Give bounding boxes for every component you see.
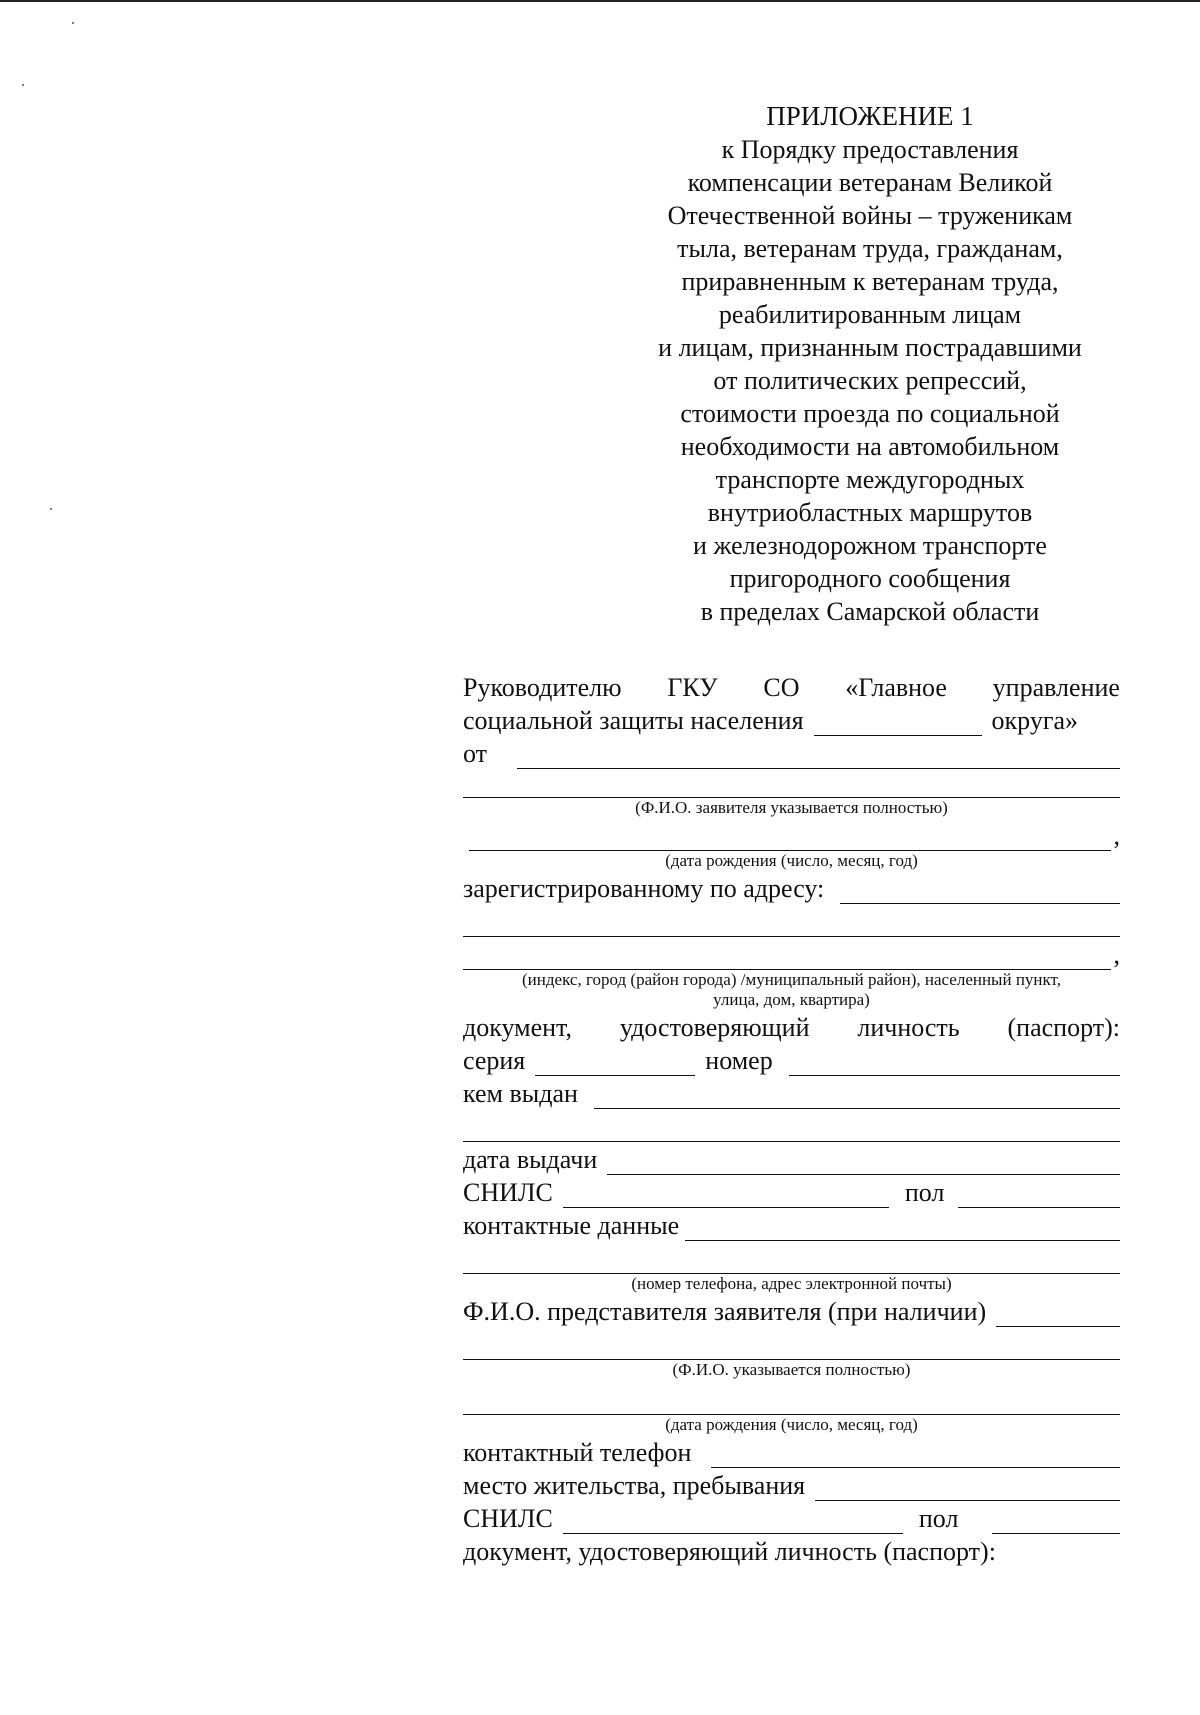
- id-doc-row: [463, 1010, 1120, 1043]
- rep-residence-field[interactable]: [815, 1474, 1120, 1501]
- addressee-word: Руководителю: [463, 673, 622, 702]
- appendix-line: и лицам, признанным пострадавшими: [658, 333, 1082, 362]
- representative-name-field[interactable]: [996, 1300, 1120, 1327]
- applicant-name-caption: (Ф.И.О. заявителя указывается полностью): [635, 798, 948, 817]
- appendix-line: тыла, ветеранам труда, гражданам,: [677, 234, 1063, 263]
- rep-id-doc-label: документ, удостоверяющий личность (паспорт):: [463, 1537, 996, 1566]
- addressee-word: управление: [992, 673, 1120, 702]
- id-doc-word: личность: [857, 1013, 960, 1042]
- issued-by-field-continued[interactable]: [463, 1109, 1120, 1142]
- passport-number-field[interactable]: [789, 1049, 1120, 1076]
- address-field-continued[interactable]: [463, 904, 1120, 937]
- appendix-line: и железнодорожном транспорте: [693, 531, 1047, 560]
- contacts-label: контактные данные: [463, 1211, 680, 1240]
- from-label: от: [463, 739, 488, 768]
- comma: ,: [1113, 821, 1120, 850]
- applicant-name-field-continued[interactable]: [463, 769, 1120, 798]
- address-caption: улица, дом, квартира): [713, 990, 870, 1009]
- appendix-line: транспорте междугородных: [715, 465, 1025, 494]
- addressee-line-2: [463, 703, 1120, 736]
- scan-speck: [50, 508, 52, 510]
- applicant-name-field[interactable]: [517, 742, 1120, 769]
- address-caption: (индекс, город (район города) /муниципальный район), населенный пункт,: [522, 970, 1061, 989]
- from-row: [463, 736, 1120, 769]
- snils-row: [463, 1175, 1120, 1208]
- representative-label: Ф.И.О. представителя заявителя (при наличии): [463, 1297, 987, 1326]
- addressee-word: СО: [763, 673, 800, 702]
- addressee-line-1: [463, 670, 1120, 703]
- address-field-continued-2[interactable]: [463, 943, 1111, 970]
- appendix-header: [620, 100, 1120, 628]
- appendix-line: от политических репрессий,: [713, 366, 1027, 395]
- registered-row: [463, 871, 1120, 904]
- issue-date-row: [463, 1142, 1120, 1175]
- applicant-birthdate-caption: (дата рождения (число, месяц, год): [665, 851, 918, 870]
- contacts-field[interactable]: [685, 1214, 1120, 1241]
- id-doc-word: (паспорт):: [1007, 1013, 1120, 1042]
- sex-field[interactable]: [958, 1181, 1120, 1208]
- addressee-text: округа»: [991, 706, 1079, 735]
- id-doc-word: документ,: [463, 1013, 572, 1042]
- representative-name-caption: (Ф.И.О. указывается полностью): [672, 1360, 911, 1379]
- addressee-word: ГКУ: [667, 673, 718, 702]
- addressee-text: социальной защиты населения: [463, 706, 804, 735]
- contacts-caption: (номер телефона, адрес электронной почты): [631, 1274, 952, 1293]
- applicant-birthdate-field[interactable]: [469, 824, 1111, 851]
- rep-id-doc-row: [463, 1534, 1120, 1567]
- snils-field[interactable]: [563, 1181, 889, 1208]
- appendix-line: пригородного сообщения: [729, 564, 1011, 593]
- number-label: номер: [705, 1046, 773, 1075]
- dob-row: [463, 818, 1120, 851]
- rep-residence-label: место жительства, пребывания: [463, 1471, 806, 1500]
- snils-label: СНИЛС: [463, 1178, 553, 1207]
- representative-birthdate-field[interactable]: [463, 1380, 1120, 1415]
- rep-sex-field[interactable]: [992, 1507, 1120, 1534]
- appendix-title: ПРИЛОЖЕНИЕ 1: [766, 101, 974, 131]
- rep-phone-field[interactable]: [711, 1441, 1120, 1468]
- rep-sex-label: пол: [918, 1504, 959, 1533]
- representative-birthdate-caption: (дата рождения (число, месяц, год): [665, 1415, 918, 1434]
- address-field[interactable]: [840, 877, 1120, 904]
- appendix-line: Отечественной войны – труженикам: [667, 201, 1073, 230]
- sex-label: пол: [904, 1178, 945, 1207]
- page-top-edge: [0, 0, 1200, 2]
- appendix-line: в пределах Самарской области: [700, 597, 1040, 626]
- scan-speck: [72, 22, 74, 24]
- passport-series-field[interactable]: [535, 1049, 695, 1076]
- application-form: [463, 670, 1120, 1567]
- contacts-row: [463, 1208, 1120, 1241]
- registered-label: зарегистрированному по адресу:: [463, 874, 825, 903]
- rep-snils-label: СНИЛС: [463, 1504, 553, 1533]
- rep-phone-label: контактный телефон: [463, 1438, 692, 1467]
- appendix-line: необходимости на автомобильном: [680, 432, 1060, 461]
- rep-phone-row: [463, 1435, 1120, 1468]
- appendix-line: компенсации ветеранам Великой: [687, 168, 1053, 197]
- rep-snils-field[interactable]: [563, 1507, 903, 1534]
- issued-by-row: [463, 1076, 1120, 1109]
- issued-by-label: кем выдан: [463, 1079, 578, 1108]
- rep-residence-row: [463, 1468, 1120, 1501]
- district-field[interactable]: [814, 709, 982, 736]
- id-doc-word: удостоверяющий: [619, 1013, 810, 1042]
- contacts-field-continued[interactable]: [463, 1241, 1120, 1274]
- issue-date-label: дата выдачи: [463, 1145, 598, 1174]
- issue-date-field[interactable]: [607, 1148, 1120, 1175]
- rep-snils-row: [463, 1501, 1120, 1534]
- addressee-word: «Главное: [845, 673, 947, 702]
- address-row-3: [463, 937, 1120, 970]
- representative-row: [463, 1294, 1120, 1327]
- appendix-line: к Порядку предоставления: [721, 135, 1019, 164]
- appendix-line: приравненным к ветеранам труда,: [681, 267, 1059, 296]
- issued-by-field[interactable]: [594, 1082, 1120, 1109]
- appendix-line: реабилитированным лицам: [718, 300, 1022, 329]
- series-label: серия: [463, 1046, 526, 1075]
- representative-name-field-continued[interactable]: [463, 1327, 1120, 1360]
- scan-speck: [22, 84, 24, 86]
- comma: ,: [1113, 940, 1120, 969]
- appendix-line: стоимости проезда по социальной: [680, 399, 1060, 428]
- appendix-line: внутриобластных маршрутов: [707, 498, 1033, 527]
- series-number-row: [463, 1043, 1120, 1076]
